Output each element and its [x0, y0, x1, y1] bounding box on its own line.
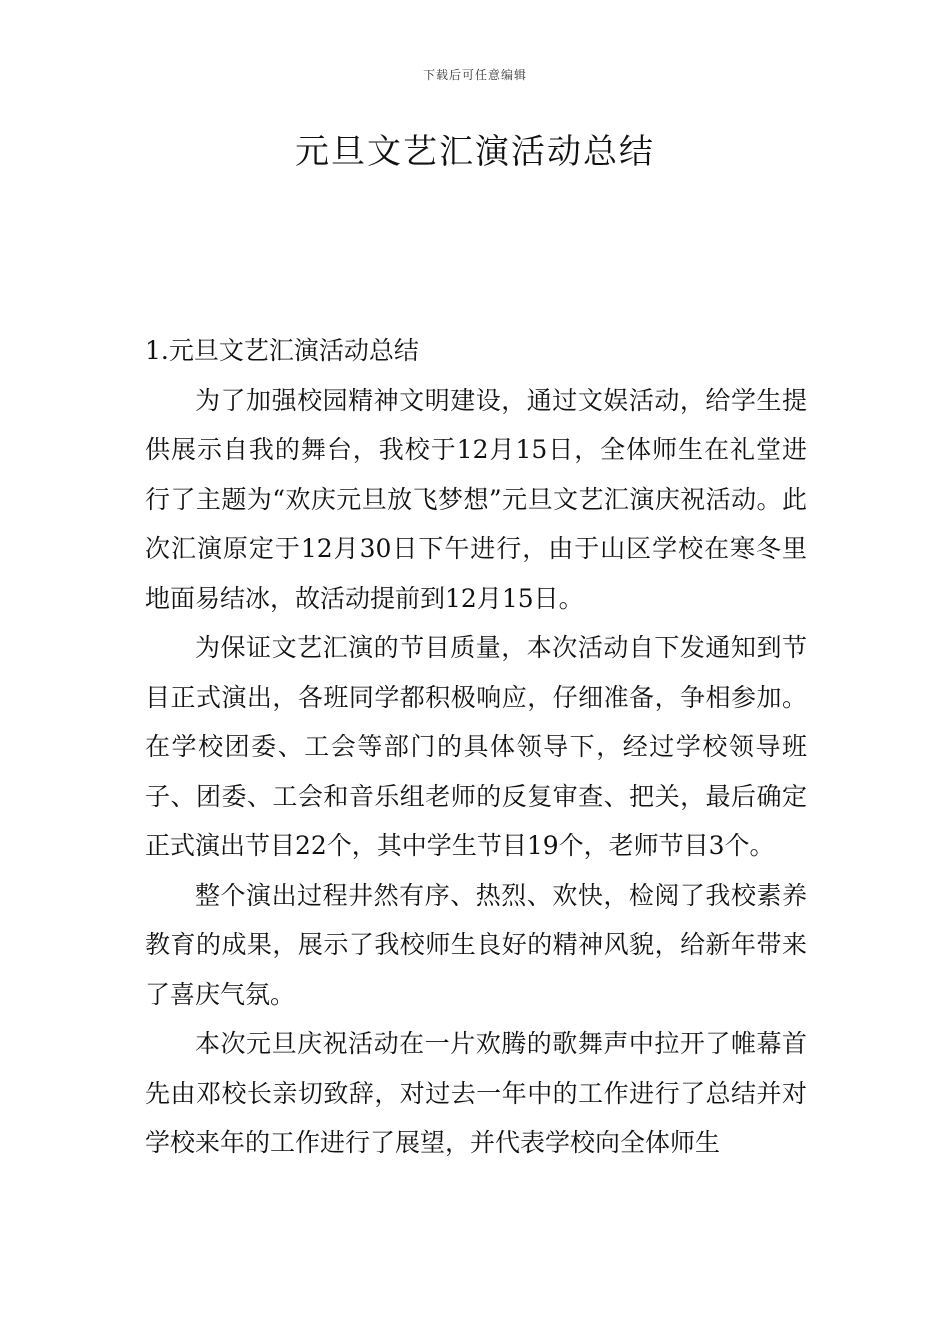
document-title: 元旦文艺汇演活动总结	[295, 132, 655, 172]
header-note: 下载后可任意编辑	[422, 68, 527, 82]
section-heading: 1.元旦文艺汇演活动总结	[145, 336, 419, 365]
document-body	[145, 326, 807, 1168]
paragraph: 为保证文艺汇演的节目质量，本次活动自下发通知到节目正式演出，各班同学都积极响应，仔细准备，争相参加。在学校团委、工会等部门的具体领导下，经过学校领导班子、团委、工会和音乐组老师的反复审查、把关，最后确定正式演出节目22个，其中学生节目19个，老师节目3个。	[145, 633, 807, 860]
paragraph: 整个演出过程井然有序、热烈、欢快，检阅了我校素养教育的成果，展示了我校师生良好的精神风貌，给新年带来了喜庆气氛。	[145, 880, 807, 1009]
paragraph: 为了加强校园精神文明建设，通过文娱活动，给学生提供展示自我的舞台，我校于12月15日，全体师生在礼堂进行了主题为“欢庆元旦放飞梦想”元旦文艺汇演庆祝活动。此次汇演原定于12月30日下午进行，由于山区学校在寒冬里地面易结冰，故活动提前到12月15日。	[145, 385, 807, 613]
paragraph: 本次元旦庆祝活动在一片欢腾的歌舞声中拉开了帷幕首先由邓校长亲切致辞，对过去一年中的工作进行了总结并对学校来年的工作进行了展望，并代表学校向全体师生	[145, 1029, 807, 1157]
